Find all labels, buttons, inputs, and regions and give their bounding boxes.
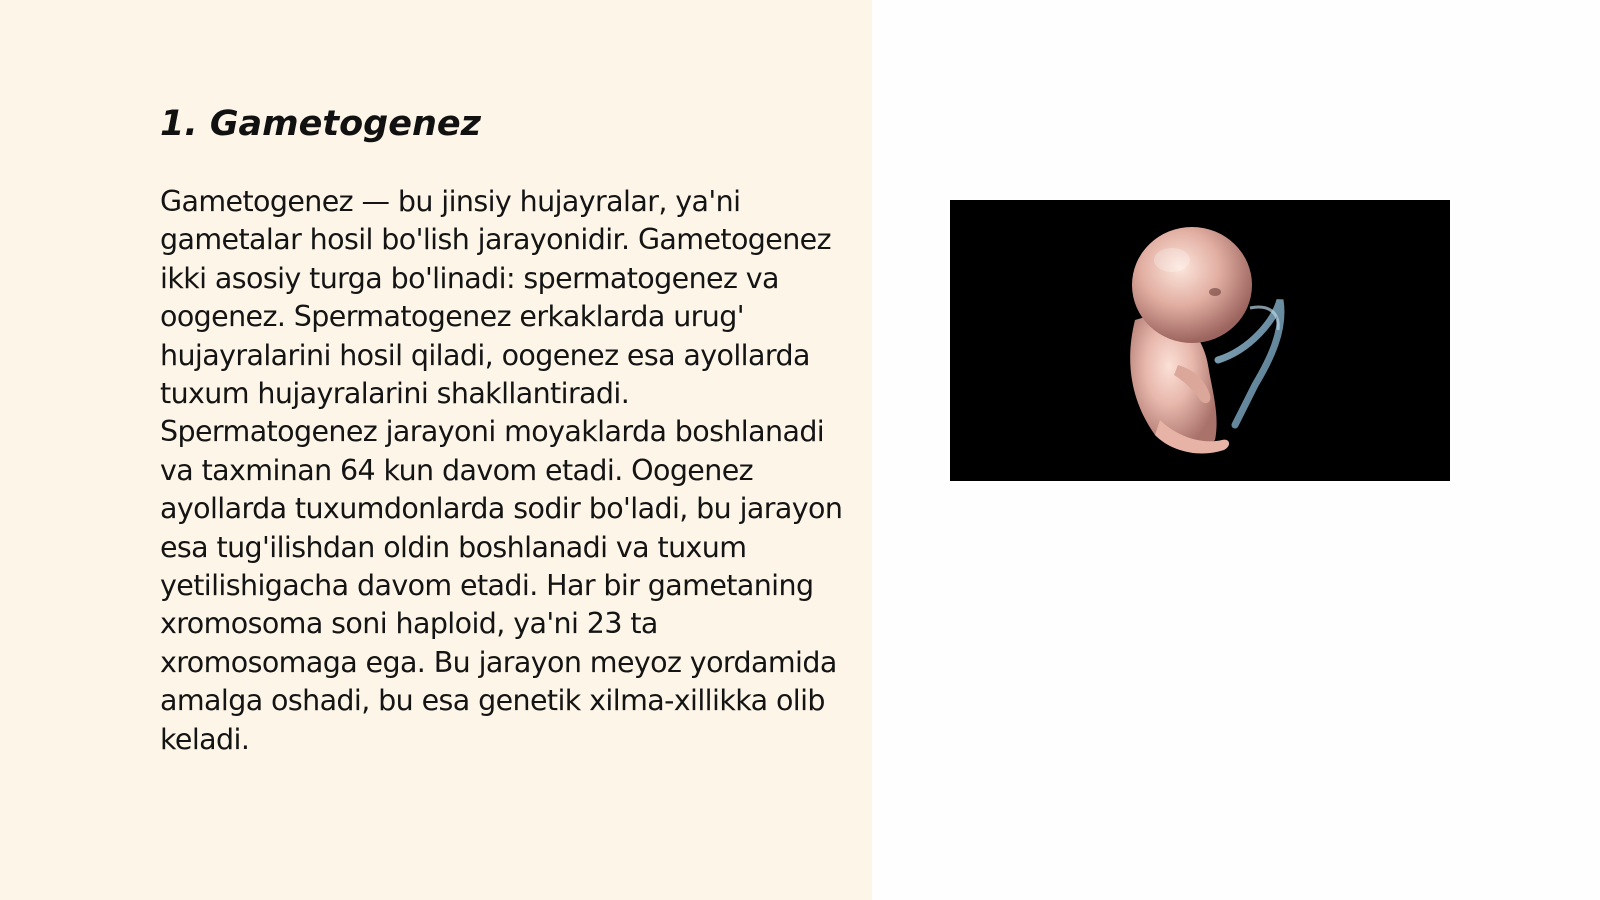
embryo-photo — [950, 200, 1450, 481]
embryo-illustration — [950, 200, 1450, 481]
slide-body-text: Gametogenez — bu jinsiy hujayralar, ya'ni gametalar hosil bo'lish jarayonidir. Gametogenez ikki asosiy turga bo'linadi: spermatogenez va oogenez. Spermatogenez erkaklarda urug' hujayralarini hosil qiladi, oogenez esa ayollarda tuxum hujayralarini shakllantiradi. Spermatogenez jarayoni moyaklarda boshlanadi va taxminan 64 kun davom etadi. Oogenez ayollarda tuxumdonlarda sodir bo'ladi, bu jarayon esa tug'ilishdan oldin boshlanadi va tuxum yetilishigacha davom etadi. Har bir gametaning xromosoma soni haploid, ya'ni 23 ta xromosomaga ega. Bu jarayon meyoz yordamida amalga oshadi, bu esa genetik xilma-xillikka olib keladi. — [160, 185, 843, 756]
slide-title: 1. Gametogenez — [160, 104, 481, 144]
